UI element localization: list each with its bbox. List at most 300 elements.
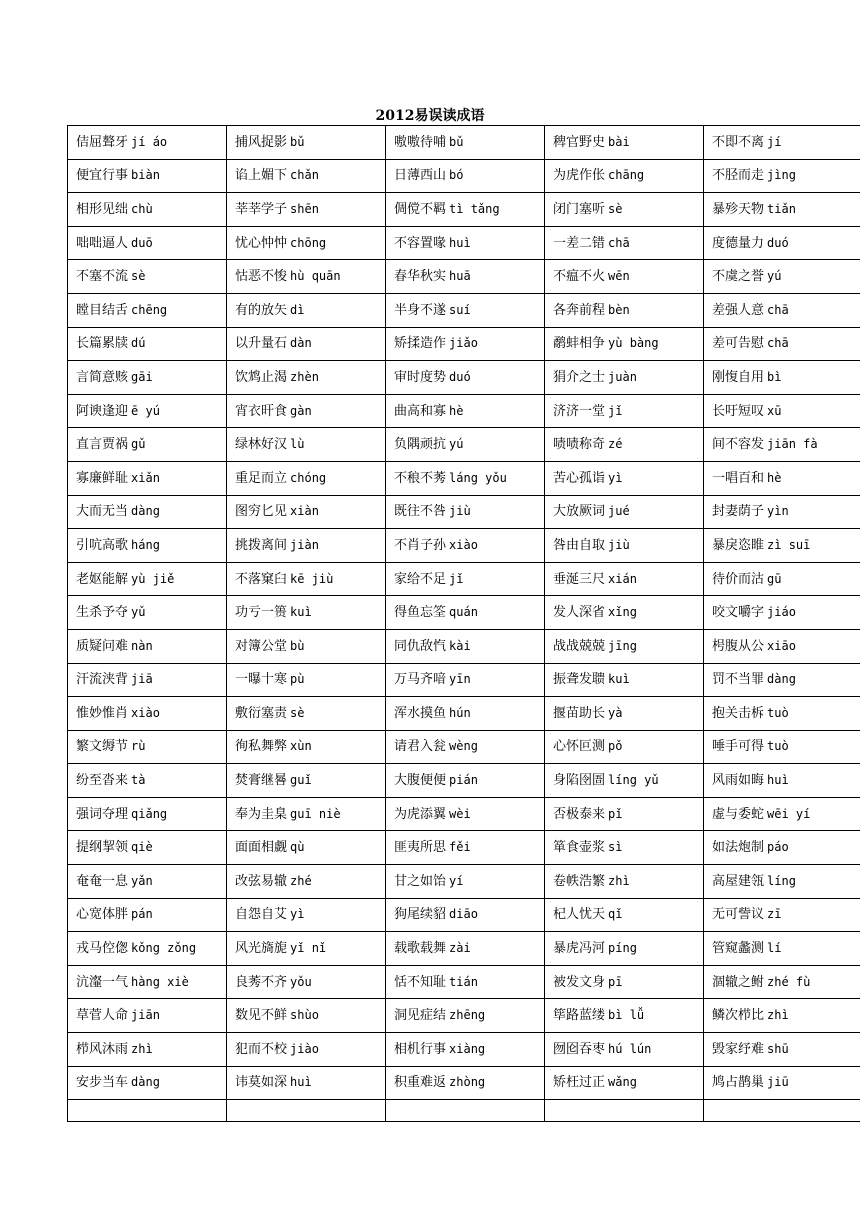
idiom-word: 不瘟不火 xyxy=(553,269,606,285)
idiom-cell xyxy=(68,764,227,798)
idiom-cell xyxy=(704,428,860,462)
idiom-cell xyxy=(545,831,704,865)
pinyin-reading: jiàn xyxy=(290,537,319,552)
idiom-cell xyxy=(704,293,860,327)
idiom-cell xyxy=(227,562,386,596)
idiom-word: 浑水摸鱼 xyxy=(394,705,447,721)
pinyin-reading: zhì xyxy=(608,873,630,888)
idiom-word: 嗷嗷待哺 xyxy=(394,134,447,150)
pinyin-reading: bì lǚ xyxy=(608,1008,645,1023)
pinyin-reading: qiǎng xyxy=(131,806,168,821)
idiom-word: 老妪能解 xyxy=(76,571,129,587)
idiom-cell xyxy=(704,932,860,966)
idiom-cell xyxy=(227,394,386,428)
pinyin-reading: sè xyxy=(290,705,305,720)
pinyin-reading: jiù xyxy=(608,537,630,552)
idiom-cell xyxy=(545,965,704,999)
idiom-word: 大放厥词 xyxy=(553,504,606,520)
pinyin-reading: zhòng xyxy=(449,1075,486,1090)
idiom-cell xyxy=(545,193,704,227)
idiom-word: 洞见症结 xyxy=(394,1008,447,1024)
pinyin-reading: gǔ xyxy=(131,437,146,452)
pinyin-reading: lí xyxy=(767,941,782,956)
pinyin-reading: wēn xyxy=(608,269,630,284)
idiom-cell xyxy=(68,327,227,361)
pinyin-reading: tuò xyxy=(767,739,789,754)
idiom-word: 良莠不齐 xyxy=(235,974,288,990)
pinyin-reading: chēng xyxy=(131,302,168,317)
idiom-cell xyxy=(704,1033,860,1067)
pinyin-reading: líng xyxy=(767,873,796,888)
idiom-cell xyxy=(227,226,386,260)
idiom-cell xyxy=(68,126,227,160)
idiom-word: 矫枉过正 xyxy=(553,1075,606,1091)
idiom-cell xyxy=(227,327,386,361)
pinyin-reading: chā xyxy=(608,235,630,250)
idiom-word: 心怀叵测 xyxy=(553,739,606,755)
pinyin-reading: yīn xyxy=(449,672,471,687)
idiom-word: 战战兢兢 xyxy=(553,638,606,654)
idiom-cell xyxy=(68,293,227,327)
pinyin-reading: dàng xyxy=(131,504,160,519)
idiom-cell xyxy=(386,529,545,563)
idiom-cell xyxy=(68,831,227,865)
idiom-cell xyxy=(68,226,227,260)
pinyin-reading: lù xyxy=(290,437,305,452)
pinyin-reading: píng xyxy=(608,941,637,956)
idiom-word: 瞠目结舌 xyxy=(76,302,129,318)
pinyin-reading: duō xyxy=(131,235,153,250)
idiom-cell xyxy=(386,898,545,932)
idiom-word: 虚与委蛇 xyxy=(712,806,765,822)
pinyin-reading: chōng xyxy=(290,235,327,250)
idiom-word: 生杀予夺 xyxy=(76,605,129,621)
idiom-word: 毁家纾难 xyxy=(712,1041,765,1057)
idiom-word: 相形见绌 xyxy=(76,201,129,217)
idiom-word: 甘之如饴 xyxy=(394,873,447,889)
idiom-cell xyxy=(704,764,860,798)
idiom-cell xyxy=(227,596,386,630)
idiom-cell xyxy=(386,260,545,294)
pinyin-reading: jìng xyxy=(767,168,796,183)
pinyin-reading: xùn xyxy=(290,739,312,754)
pinyin-reading: hè xyxy=(767,470,782,485)
idiom-word: 言简意赅 xyxy=(76,369,129,385)
idiom-word: 改弦易辙 xyxy=(235,873,288,889)
idiom-word: 强词夺理 xyxy=(76,806,129,822)
idiom-cell xyxy=(68,898,227,932)
idiom-cell xyxy=(227,361,386,395)
idiom-word: 惟妙惟肖 xyxy=(76,705,129,721)
idiom-cell xyxy=(545,226,704,260)
idiom-word: 审时度势 xyxy=(394,369,447,385)
idiom-word: 得鱼忘筌 xyxy=(394,605,447,621)
pinyin-reading: fěi xyxy=(449,840,471,855)
idiom-cell xyxy=(704,965,860,999)
pinyin-reading: pù xyxy=(290,672,305,687)
idiom-word: 倜傥不羁 xyxy=(394,201,447,217)
idiom-cell xyxy=(68,629,227,663)
idiom-cell xyxy=(386,159,545,193)
pinyin-reading: rù xyxy=(131,739,146,754)
idiom-word: 以升量石 xyxy=(235,336,288,352)
idiom-word: 无可訾议 xyxy=(712,907,765,923)
pinyin-reading: wēi yí xyxy=(767,806,811,821)
idiom-cell xyxy=(545,428,704,462)
pinyin-reading: chā xyxy=(767,336,789,351)
idiom-word: 不落窠臼 xyxy=(235,571,288,587)
idiom-word: 管窥蠡测 xyxy=(712,941,765,957)
pinyin-reading: huì xyxy=(767,773,789,788)
table-row xyxy=(68,126,860,160)
pinyin-reading: chā xyxy=(767,302,789,317)
idiom-cell xyxy=(227,764,386,798)
idiom-word: 栉风沐雨 xyxy=(76,1041,129,1057)
idiom-word: 对簿公堂 xyxy=(235,638,288,654)
table-row xyxy=(68,932,860,966)
empty-cell xyxy=(386,1100,545,1122)
idiom-word: 沆瀣一气 xyxy=(76,974,129,990)
idiom-word: 汗流浃背 xyxy=(76,672,129,688)
idiom-word: 刚愎自用 xyxy=(712,369,765,385)
pinyin-reading: kē jiù xyxy=(290,571,334,586)
pinyin-reading: guī niè xyxy=(290,806,341,821)
idiom-cell xyxy=(545,260,704,294)
idiom-word: 一曝十寒 xyxy=(235,672,288,688)
idiom-word: 为虎添翼 xyxy=(394,806,447,822)
pinyin-reading: chóng xyxy=(290,470,327,485)
idiom-word: 曲高和寡 xyxy=(394,403,447,419)
pinyin-reading: yì xyxy=(290,907,305,922)
pinyin-reading: sè xyxy=(608,201,623,216)
idiom-word: 佶屈聱牙 xyxy=(76,134,129,150)
pinyin-reading: qiè xyxy=(131,840,153,855)
idiom-cell xyxy=(227,428,386,462)
pinyin-reading: chǎn xyxy=(290,168,319,183)
idiom-cell xyxy=(227,898,386,932)
pinyin-reading: gāi xyxy=(131,369,153,384)
pinyin-reading: diāo xyxy=(449,907,478,922)
idiom-word: 鳞次栉比 xyxy=(712,1008,765,1024)
idiom-word: 奉为圭臬 xyxy=(235,806,288,822)
idiom-word: 咬文嚼字 xyxy=(712,605,765,621)
idiom-cell xyxy=(68,663,227,697)
idiom-cell xyxy=(68,1066,227,1100)
pinyin-reading: yǒu xyxy=(290,974,312,989)
idiom-cell xyxy=(704,663,860,697)
pinyin-reading: jiáo xyxy=(767,605,796,620)
pinyin-reading: zài xyxy=(449,941,471,956)
pinyin-reading: yìn xyxy=(767,504,789,519)
idiom-cell xyxy=(227,260,386,294)
idiom-cell xyxy=(68,730,227,764)
idiom-word: 杞人忧天 xyxy=(553,907,606,923)
idiom-word: 囫囵吞枣 xyxy=(553,1041,606,1057)
idiom-word: 暴殄天物 xyxy=(712,201,765,217)
idiom-word: 自怨自艾 xyxy=(235,907,288,923)
idiom-word: 为虎作伥 xyxy=(553,168,606,184)
idiom-cell xyxy=(704,193,860,227)
table-row xyxy=(68,965,860,999)
pinyin-reading: tián xyxy=(449,974,478,989)
idiom-word: 咎由自取 xyxy=(553,537,606,553)
idiom-cell xyxy=(68,932,227,966)
idiom-cell xyxy=(545,797,704,831)
pinyin-reading: shū xyxy=(767,1041,789,1056)
pinyin-reading: jiū xyxy=(767,1075,789,1090)
pinyin-reading: jiù xyxy=(449,504,471,519)
pinyin-reading: pǐ xyxy=(608,806,623,821)
pinyin-reading: juàn xyxy=(608,369,637,384)
idiom-word: 不容置喙 xyxy=(394,235,447,251)
idiom-word: 不肖子孙 xyxy=(394,537,447,553)
idiom-cell xyxy=(545,865,704,899)
idiom-word: 万马齐喑 xyxy=(394,672,447,688)
idiom-cell xyxy=(386,461,545,495)
idiom-word: 同仇敌忾 xyxy=(394,638,447,654)
pinyin-reading: hún xyxy=(449,705,471,720)
pinyin-reading: bài xyxy=(608,134,630,149)
idiom-cell xyxy=(545,697,704,731)
idiom-word: 鸠占鹊巢 xyxy=(712,1075,765,1091)
idiom-cell xyxy=(704,327,860,361)
pinyin-reading: xǐng xyxy=(608,605,637,620)
pinyin-reading: pán xyxy=(131,907,153,922)
pinyin-reading: yù bàng xyxy=(608,336,659,351)
pinyin-reading: yú xyxy=(449,437,464,452)
idiom-word: 大而无当 xyxy=(76,504,129,520)
idiom-word: 谄上媚下 xyxy=(235,168,288,184)
idiom-cell xyxy=(227,865,386,899)
table-row xyxy=(68,159,860,193)
empty-cell xyxy=(68,1100,227,1122)
idiom-word: 闭门塞听 xyxy=(553,201,606,217)
idiom-word: 差强人意 xyxy=(712,302,765,318)
idiom-word: 狗尾续貂 xyxy=(394,907,447,923)
idiom-cell xyxy=(386,126,545,160)
idiom-word: 筚路蓝缕 xyxy=(553,1008,606,1024)
pinyin-reading: yǐ nǐ xyxy=(290,941,327,956)
table-row xyxy=(68,764,860,798)
idiom-cell xyxy=(68,159,227,193)
idiom-word: 相机行事 xyxy=(394,1041,447,1057)
pinyin-reading: yù jiě xyxy=(131,571,175,586)
idiom-word: 匪夷所思 xyxy=(394,840,447,856)
idiom-word: 长吁短叹 xyxy=(712,403,765,419)
idiom-word: 罚不当罪 xyxy=(712,672,765,688)
pinyin-reading: páo xyxy=(767,840,789,855)
idiom-word: 阿谀逢迎 xyxy=(76,403,129,419)
table-row xyxy=(68,831,860,865)
pinyin-reading: duó xyxy=(767,235,789,250)
table-row xyxy=(68,529,860,563)
pinyin-reading: líng yǔ xyxy=(608,773,659,788)
idiom-word: 度德量力 xyxy=(712,235,765,251)
table-row xyxy=(68,461,860,495)
idiom-cell xyxy=(545,1033,704,1067)
idiom-cell xyxy=(68,260,227,294)
idiom-cell xyxy=(386,1033,545,1067)
pinyin-reading: xiàn xyxy=(290,504,319,519)
pinyin-reading: biàn xyxy=(131,168,160,183)
idiom-word: 挑拨离间 xyxy=(235,537,288,553)
idiom-cell xyxy=(227,529,386,563)
idiom-word: 风光旖旎 xyxy=(235,941,288,957)
pinyin-reading: bó xyxy=(449,168,464,183)
pinyin-reading: tiǎn xyxy=(767,201,796,216)
idiom-word: 涸辙之鲋 xyxy=(712,974,765,990)
pinyin-reading: chāng xyxy=(608,168,645,183)
pinyin-reading: huì xyxy=(449,235,471,250)
table-row xyxy=(68,428,860,462)
idiom-cell xyxy=(704,1066,860,1100)
idiom-word: 积重难返 xyxy=(394,1075,447,1091)
idiom-word: 不胫而走 xyxy=(712,168,765,184)
idiom-word: 唾手可得 xyxy=(712,739,765,755)
idiom-cell xyxy=(68,865,227,899)
idiom-word: 便宜行事 xyxy=(76,168,129,184)
idiom-cell xyxy=(227,999,386,1033)
pinyin-reading: bǔ xyxy=(290,134,305,149)
pinyin-reading: jué xyxy=(608,504,630,519)
pinyin-reading: háng xyxy=(131,537,160,552)
pinyin-reading: dú xyxy=(131,336,146,351)
idiom-word: 长篇累牍 xyxy=(76,336,129,352)
idiom-cell xyxy=(227,965,386,999)
pinyin-reading: xiāo xyxy=(767,638,796,653)
pinyin-reading: huì xyxy=(290,1075,312,1090)
idiom-cell xyxy=(227,697,386,731)
idiom-word: 戎马倥偬 xyxy=(76,941,129,957)
idiom-word: 直言贾祸 xyxy=(76,437,129,453)
idiom-word: 咄咄逼人 xyxy=(76,235,129,251)
idiom-cell xyxy=(386,596,545,630)
pinyin-reading: hàng xiè xyxy=(131,974,189,989)
idiom-cell xyxy=(386,562,545,596)
idiom-word: 敷衍塞责 xyxy=(235,705,288,721)
idiom-cell xyxy=(704,831,860,865)
pinyin-reading: yì xyxy=(608,470,623,485)
idiom-word: 封妻荫子 xyxy=(712,504,765,520)
idiom-word: 间不容发 xyxy=(712,437,765,453)
pinyin-reading: ē yú xyxy=(131,403,160,418)
idiom-word: 发人深省 xyxy=(553,605,606,621)
idiom-cell xyxy=(386,932,545,966)
idiom-cell xyxy=(68,428,227,462)
idiom-cell xyxy=(68,797,227,831)
pinyin-reading: xián xyxy=(608,571,637,586)
idiom-word: 载歌载舞 xyxy=(394,941,447,957)
pinyin-reading: shùo xyxy=(290,1008,319,1023)
pinyin-reading: qù xyxy=(290,840,305,855)
idiom-cell xyxy=(386,193,545,227)
pinyin-reading: kuì xyxy=(608,672,630,687)
idiom-word: 怙恶不悛 xyxy=(235,269,288,285)
pinyin-reading: zhèn xyxy=(290,369,319,384)
table-row xyxy=(68,495,860,529)
idiom-cell xyxy=(227,495,386,529)
idiom-word: 差可告慰 xyxy=(712,336,765,352)
empty-cell xyxy=(545,1100,704,1122)
pinyin-reading: xiào xyxy=(449,537,478,552)
idiom-word: 草菅人命 xyxy=(76,1008,129,1024)
pinyin-reading: pián xyxy=(449,773,478,788)
idiom-word: 箪食壶浆 xyxy=(553,840,606,856)
idiom-word: 垂涎三尺 xyxy=(553,571,606,587)
idiom-cell xyxy=(545,327,704,361)
idiom-cell xyxy=(68,361,227,395)
idiom-cell xyxy=(227,629,386,663)
pinyin-reading: huā xyxy=(449,269,471,284)
idiom-word: 大腹便便 xyxy=(394,773,447,789)
idiom-word: 鹬蚌相争 xyxy=(553,336,606,352)
idiom-cell xyxy=(704,865,860,899)
pinyin-reading: bèn xyxy=(608,302,630,317)
idiom-cell xyxy=(545,394,704,428)
idiom-word: 面面相觑 xyxy=(235,840,288,856)
idiom-word: 心宽体胖 xyxy=(76,907,129,923)
pinyin-reading: kuì xyxy=(290,605,312,620)
idiom-word: 暴戾恣睢 xyxy=(712,537,765,553)
idiom-word: 焚膏继晷 xyxy=(235,773,288,789)
pinyin-reading: duó xyxy=(449,369,471,384)
idiom-cell xyxy=(386,797,545,831)
table-row xyxy=(68,361,860,395)
idiom-word: 既往不咎 xyxy=(394,504,447,520)
pinyin-reading: xiàng xyxy=(449,1041,486,1056)
idiom-cell xyxy=(545,898,704,932)
table-row xyxy=(68,797,860,831)
idiom-cell xyxy=(545,529,704,563)
idiom-word: 重足而立 xyxy=(235,470,288,486)
pinyin-reading: tà xyxy=(131,773,146,788)
idiom-word: 绿林好汉 xyxy=(235,437,288,453)
idiom-cell xyxy=(545,126,704,160)
table-row xyxy=(68,730,860,764)
pinyin-reading: jiān fà xyxy=(767,437,818,452)
table-row xyxy=(68,1033,860,1067)
idiom-word: 高屋建瓴 xyxy=(712,873,765,889)
idiom-word: 徇私舞弊 xyxy=(235,739,288,755)
pinyin-reading: wèng xyxy=(449,739,478,754)
pinyin-reading: pī xyxy=(608,974,623,989)
pinyin-reading: dàng xyxy=(767,672,796,687)
pinyin-reading: zhì xyxy=(131,1041,153,1056)
idiom-word: 济济一堂 xyxy=(553,403,606,419)
idiom-cell xyxy=(545,629,704,663)
idiom-cell xyxy=(386,293,545,327)
pinyin-reading: nàn xyxy=(131,638,153,653)
pinyin-reading: wǎng xyxy=(608,1075,637,1090)
idiom-word: 待价而沽 xyxy=(712,571,765,587)
idiom-cell xyxy=(68,495,227,529)
table-row xyxy=(68,226,860,260)
idiom-word: 莘莘学子 xyxy=(235,201,288,217)
pinyin-reading: jiā xyxy=(131,672,153,687)
pinyin-reading: jiào xyxy=(290,1041,319,1056)
idiom-word: 宵衣旰食 xyxy=(235,403,288,419)
pinyin-reading: kài xyxy=(449,638,471,653)
idiom-word: 不塞不流 xyxy=(76,269,129,285)
idiom-cell xyxy=(227,159,386,193)
idiom-word: 苦心孤诣 xyxy=(553,470,606,486)
idiom-word: 请君入瓮 xyxy=(394,739,447,755)
idiom-cell xyxy=(68,965,227,999)
idiom-word: 功亏一篑 xyxy=(235,605,288,621)
pinyin-reading: dàng xyxy=(131,1075,160,1090)
pinyin-reading: guǐ xyxy=(290,773,312,788)
idiom-word: 引吭高歌 xyxy=(76,537,129,553)
